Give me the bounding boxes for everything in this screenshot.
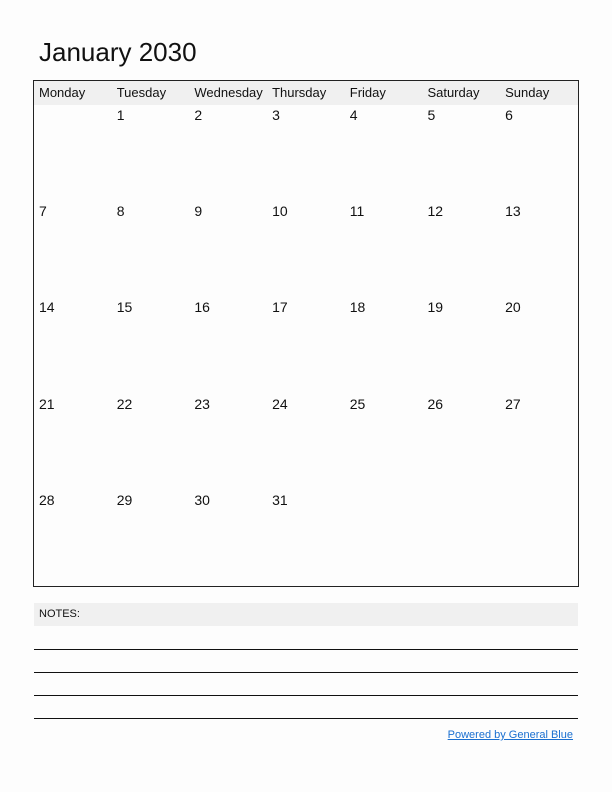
day-cell: 19	[427, 299, 444, 316]
day-cell: 17	[272, 299, 288, 316]
day-cell: 30	[194, 491, 210, 508]
day-cell: 14	[39, 299, 55, 316]
notes-line	[34, 718, 578, 719]
week-row	[34, 105, 578, 201]
day-cell: 7	[39, 203, 47, 220]
weekday-sunday: Sunday	[505, 85, 550, 100]
weekday-thursday: Thursday	[272, 85, 327, 100]
calendar-grid	[33, 80, 579, 587]
day-cell: 12	[427, 203, 444, 220]
weekday-friday: Friday	[349, 85, 386, 100]
day-cell: 27	[505, 395, 521, 412]
weekday-header	[34, 81, 578, 105]
week-row	[34, 394, 578, 490]
day-cell: 10	[272, 203, 288, 220]
weeks	[34, 105, 578, 586]
day-cell: 1	[116, 107, 125, 123]
day-cell: 21	[39, 395, 55, 412]
day-cell: 20	[505, 299, 521, 316]
day-cell: 18	[349, 299, 366, 316]
day-cell: 26	[427, 395, 444, 412]
day-cell: 8	[116, 203, 125, 220]
day-cell: 25	[349, 395, 366, 412]
day-cell	[345, 490, 423, 586]
day-cell: 4	[349, 107, 358, 123]
powered-by-link[interactable]: Powered by General Blue	[447, 729, 573, 741]
day-cell: 29	[116, 491, 133, 508]
day-cell: 22	[116, 395, 133, 412]
weekday-saturday: Saturday	[427, 85, 480, 100]
notes-line	[34, 695, 578, 696]
day-cell: 5	[427, 107, 436, 123]
day-cell: 28	[39, 491, 55, 508]
day-cell: 6	[505, 107, 513, 123]
day-cell: 24	[272, 395, 288, 412]
day-cell	[500, 490, 578, 586]
day-cell: 23	[194, 395, 210, 412]
day-cell	[34, 105, 112, 201]
weekday-tuesday: Tuesday	[116, 85, 167, 100]
day-cell	[422, 490, 500, 586]
weekday-monday: Monday	[39, 85, 86, 100]
calendar-title: January 2030	[39, 37, 197, 67]
day-cell: 11	[349, 203, 365, 220]
day-cell: 16	[194, 299, 210, 316]
week-row	[34, 490, 578, 586]
day-cell: 15	[116, 299, 133, 316]
notes-line	[34, 649, 578, 650]
day-cell: 2	[194, 107, 203, 123]
day-cell: 13	[505, 203, 521, 220]
week-row	[34, 297, 578, 393]
day-cell: 31	[272, 491, 288, 508]
day-cell: 3	[272, 107, 280, 123]
weekday-wednesday: Wednesday	[194, 85, 263, 100]
notes-label: NOTES:	[34, 603, 578, 626]
notes-line	[34, 672, 578, 673]
day-cell: 9	[194, 203, 203, 220]
week-row	[34, 201, 578, 297]
